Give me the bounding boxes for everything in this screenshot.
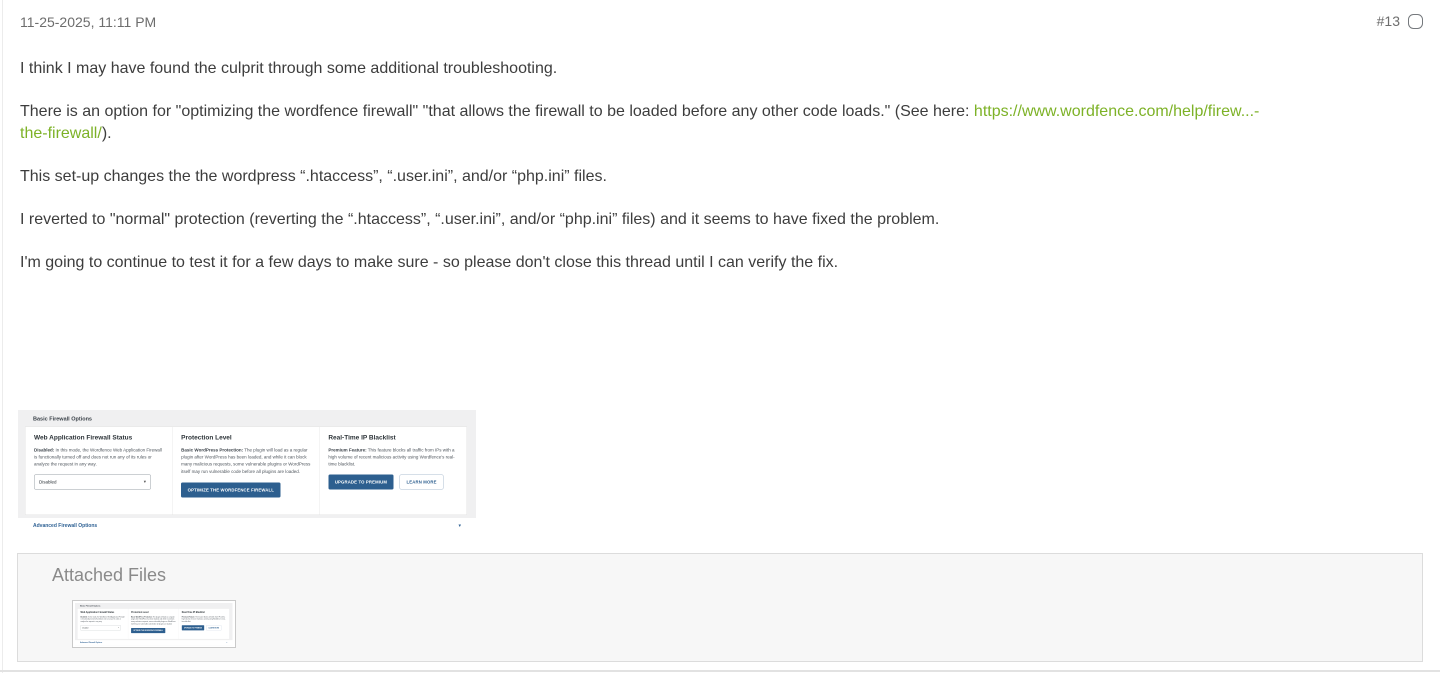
paragraph-text: This set-up changes the the wordpress “.htaccess”, “.user.ini”, and/or “php.ini” files.	[20, 168, 607, 185]
attachment-thumbnail[interactable]	[72, 600, 236, 648]
screenshot-col-waf-status	[26, 427, 173, 515]
link-text: https://www.wordfence.com/help/firew...-	[973, 103, 1260, 120]
post-body	[20, 58, 1422, 295]
screenshot-heading: Real-Time IP Blacklist	[181, 611, 205, 614]
page-left-border	[2, 0, 3, 673]
screenshot-col-waf-status	[78, 609, 128, 639]
screenshot-text-body: This feature blocks all traffic from IPs with a high volume of recent malicious activity using Wordfence's real-time blacklist.	[328, 447, 455, 467]
screenshot-card	[25, 427, 467, 516]
screenshot-text-body: In this mode, the Wordfence Web Application Firewall is functionally turned off and does not run any of its rules or analyze the request in any way.	[34, 447, 162, 467]
screenshot-upgrade-button: UPGRADE TO PREMIUM	[182, 625, 204, 630]
screenshot-text-body: This feature blocks all traffic from IPs with a high volume of recent malicious activity using Wordfence's real-time blacklist.	[181, 615, 226, 623]
screenshot-heading: Protection Level	[181, 433, 232, 441]
screenshot-text-bold: Disabled:	[34, 447, 55, 453]
paragraph-text: There is an option for "optimizing the wordfence firewall" "that allows the firewall to be loaded before any other code loads." (See here:	[20, 103, 974, 120]
post-timestamp: 11-25-2025, 11:11 PM	[20, 14, 157, 30]
wordfence-screenshot	[75, 603, 233, 645]
screenshot-advanced-link: Advanced Firewall Options	[33, 522, 98, 529]
paragraph-text: I'm going to continue to test it for a few days to make sure - so please don't close this thread until I can verify the fix.	[20, 254, 839, 271]
screenshot-card	[77, 609, 229, 639]
screenshot-text-body: The plugin will load as a regular plugin after WordPress has been loaded, and while it can block many malicious requests, some vulnerable plugins or WordPress itself may run vulnerable code before all plugins are loaded.	[181, 447, 311, 474]
screenshot-heading: Real-Time IP Blacklist	[328, 433, 396, 441]
chevron-down-icon: ▾	[143, 479, 146, 485]
post-select-checkbox[interactable]	[1408, 14, 1423, 29]
screenshot-text-bold: Premium Feature:	[181, 615, 195, 618]
screenshot-text	[182, 616, 227, 623]
screenshot-text-bold: Disabled:	[80, 615, 88, 618]
screenshot-optimize-button: OPTIMIZE THE WORDFENCE FIREWALL	[181, 482, 280, 497]
dropdown-value: Disabled	[82, 626, 89, 629]
screenshot-heading: Protection Level	[131, 611, 149, 614]
attached-files-panel	[17, 553, 1423, 662]
paragraph-text: I reverted to "normal" protection (reverting the “.htaccess”, “.user.ini”, and/or “php.ini” files) and it seems to have fixed the problem.	[20, 211, 940, 228]
screenshot-text	[328, 447, 458, 468]
screenshot-disabled-dropdown	[81, 625, 121, 630]
screenshot-optimize-button: OPTIMIZE THE WORDFENCE FIREWALL	[131, 628, 165, 633]
screenshot-button-row	[328, 474, 458, 489]
paragraph-text: I think I may have found the culprit through some additional troubleshooting.	[20, 60, 558, 77]
screenshot-col-protection-level	[172, 427, 319, 515]
screenshot-text	[181, 447, 311, 475]
screenshot-advanced-bar	[18, 518, 476, 533]
screenshot-text-bold: Basic WordPress Protection:	[181, 447, 244, 453]
paragraph	[20, 166, 1422, 188]
screenshot-text-bold: Premium Feature:	[328, 447, 367, 453]
screenshot-learn-more-button: LEARN MORE	[206, 625, 221, 630]
post-bottom-divider	[0, 670, 1440, 672]
attachment-thumbnail-image	[75, 603, 228, 645]
paragraph	[20, 101, 1422, 145]
screenshot-heading: Web Application Firewall Status	[80, 611, 115, 614]
post-number-link[interactable]: #13	[1376, 13, 1400, 29]
screenshot-button-row	[182, 625, 227, 630]
attached-files-title: Attached Files	[52, 565, 167, 585]
screenshot-text-bold: Basic WordPress Protection:	[131, 615, 153, 618]
wordfence-screenshot	[18, 410, 476, 533]
screenshot-heading: Web Application Firewall Status	[34, 433, 133, 441]
link-text: the-firewall/	[20, 125, 102, 142]
chevron-down-icon: ▾	[226, 641, 228, 644]
screenshot-upgrade-button: UPGRADE TO PREMIUM	[328, 474, 393, 489]
paragraph	[20, 209, 1422, 231]
screenshot-col-protection-level	[128, 609, 179, 639]
paragraph	[20, 252, 1422, 274]
screenshot-text	[131, 616, 176, 626]
screenshot-text	[34, 447, 164, 468]
screenshot-learn-more-button: LEARN MORE	[400, 474, 444, 489]
screenshot-col-ip-blacklist	[179, 609, 230, 639]
screenshot-text-body: In this mode, the Wordfence Web Application Firewall is functionally turned off and does not run any of its rules or analyze the request in any way.	[80, 615, 125, 623]
screenshot-text	[81, 616, 126, 623]
screenshot-section-title: Basic Firewall Options	[33, 416, 92, 422]
dropdown-value: Disabled	[39, 479, 57, 485]
paragraph-text: ).	[101, 125, 112, 142]
screenshot-advanced-link: Advanced Firewall Options	[80, 641, 103, 644]
paragraph	[20, 58, 1422, 80]
screenshot-text-body: The plugin will load as a regular plugin after WordPress has been loaded, and while it can block many malicious requests, some vulnerable plugins or WordPress itself may run vulnerable code before all plugins are loaded.	[131, 615, 176, 625]
screenshot-section-title: Basic Firewall Options	[80, 605, 101, 608]
post-meta	[1377, 13, 1423, 29]
attachment-image[interactable]	[18, 410, 476, 533]
screenshot-disabled-dropdown	[34, 474, 151, 489]
screenshot-col-ip-blacklist	[319, 427, 466, 515]
screenshot-advanced-bar	[75, 640, 233, 645]
chevron-down-icon: ▾	[118, 626, 120, 629]
chevron-down-icon: ▾	[458, 522, 461, 529]
